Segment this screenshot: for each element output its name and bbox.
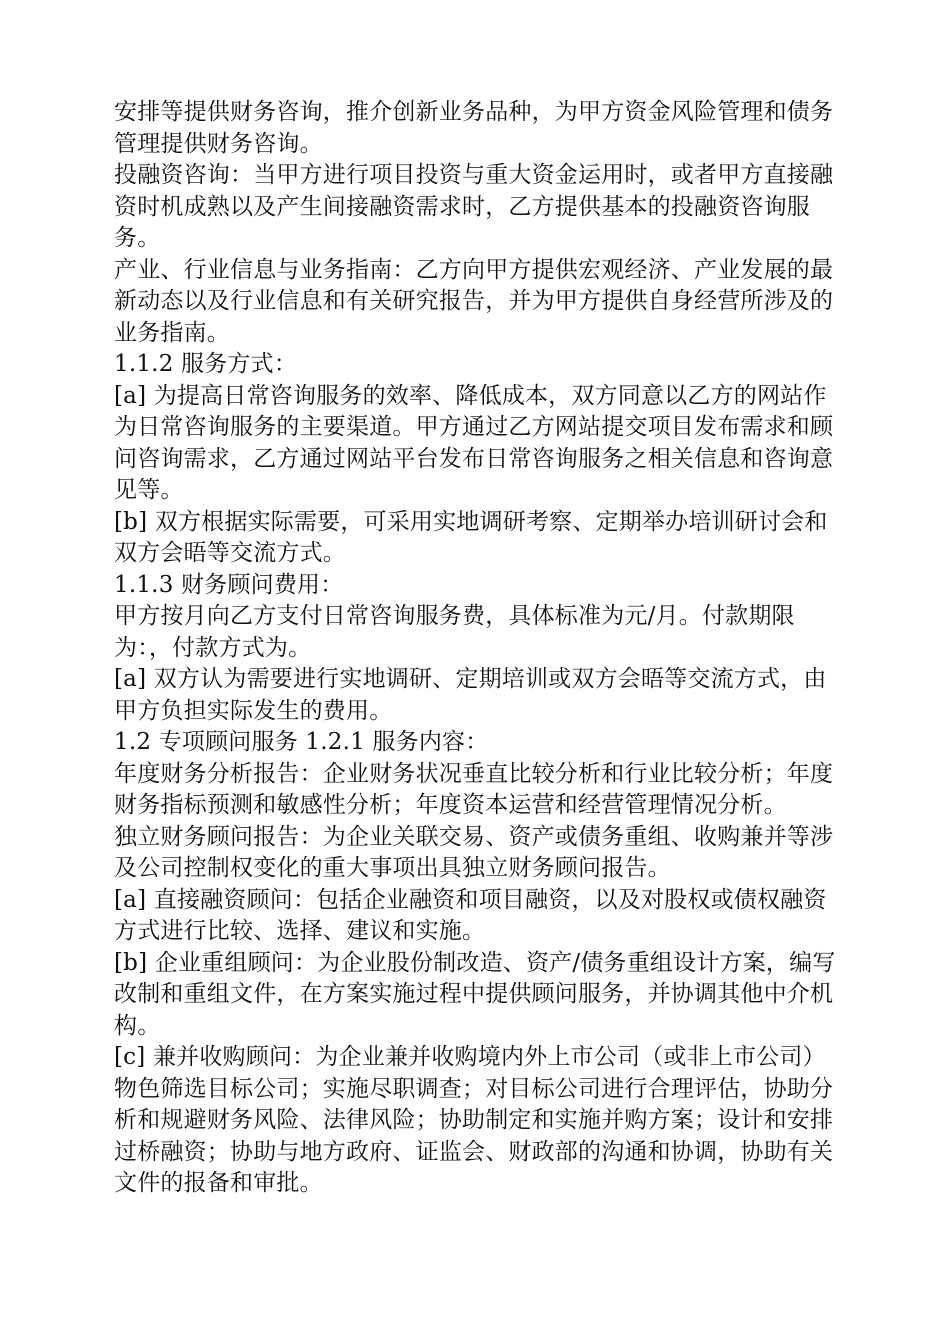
text-line: 问咨询需求，乙方通过网站平台发布日常咨询服务之相关信息和咨询意: [114, 445, 834, 472]
section-heading: 1.1.3 财务顾问费用：: [114, 571, 344, 598]
text-line: 财务指标预测和敏感性分析；年度资本运营和经营管理情况分析。: [114, 792, 787, 818]
text-line: 新动态以及行业信息和有关研究报告，并为甲方提供自身经营所涉及的: [114, 288, 834, 314]
text-line: 年度财务分析报告：企业财务状况垂直比较分析和行业比较分析；年度: [114, 760, 834, 787]
text-line: [b] 双方根据实际需要，可采用实地调研考察、定期举办培训研讨会和: [114, 508, 828, 535]
text-line: 为日常咨询服务的主要渠道。甲方通过乙方网站提交项目发布需求和顾: [114, 414, 834, 440]
text-line: [b] 企业重组顾问：为企业股份制改造、资产/债务重组设计方案，编写: [114, 949, 836, 976]
text-line: 构。: [114, 1012, 161, 1039]
text-line: 文件的报备和审批。: [114, 1170, 323, 1196]
text-line: 投融资咨询：当甲方进行项目投资与重大资金运用时，或者甲方直接融: [114, 162, 834, 188]
text-line: [a] 为提高日常咨询服务的效率、降低成本，双方同意以乙方的网站作: [114, 382, 827, 409]
text-line: [a] 双方认为需要进行实地调研、定期培训或双方会晤等交流方式，由: [114, 666, 827, 692]
text-line: [a] 直接融资顾问：包括企业融资和项目融资，以及对股权或债权融资: [114, 886, 827, 913]
text-line: [c] 兼并收购顾问：为企业兼并收购境内外上市公司（或非上市公司）: [114, 1044, 826, 1070]
text-line: 独立财务顾问报告：为企业关联交易、资产或债务重组、收购兼并等涉: [114, 823, 834, 850]
text-line: 见等。: [114, 477, 184, 503]
section-heading: 1.1.2 服务方式：: [114, 351, 298, 377]
text-line: 资时机成熟以及产生间接融资需求时，乙方提供基本的投融资咨询服: [114, 193, 810, 220]
text-line: 为：，付款方式为。: [114, 634, 312, 661]
text-line: 析和规避财务风险、法律风险；协助制定和实施并购方案；设计和安排: [114, 1107, 834, 1133]
text-line: 管理提供财务咨询。: [114, 130, 323, 157]
text-line: 业务指南。: [114, 319, 230, 346]
text-line: 双方会晤等交流方式。: [114, 540, 346, 566]
document-body: [114, 97, 874, 1200]
text-line: 甲方负担实际发生的费用。: [114, 697, 393, 724]
text-line: 及公司控制权变化的重大事项出具独立财务顾问报告。: [114, 855, 671, 881]
text-line: 务。: [114, 225, 161, 251]
section-heading: 1.2 专项顾问服务 1.2.1 服务内容：: [114, 729, 489, 755]
text-line: 安排等提供财务咨询，推介创新业务品种，为甲方资金风险管理和债务: [114, 99, 834, 125]
text-line: 甲方按月向乙方支付日常咨询服务费，具体标准为元/月。付款期限: [114, 603, 795, 629]
text-line: 物色筛选目标公司；实施尽职调查；对目标公司进行合理评估，协助分: [114, 1075, 834, 1102]
text-line: 产业、行业信息与业务指南：乙方向甲方提供宏观经济、产业发展的最: [114, 256, 834, 283]
text-line: 改制和重组文件，在方案实施过程中提供顾问服务，并协调其他中介机: [114, 981, 834, 1007]
text-line: 方式进行比较、选择、建议和实施。: [114, 918, 486, 944]
text-line: 过桥融资；协助与地方政府、证监会、财政部的沟通和协调，协助有关: [114, 1138, 834, 1165]
